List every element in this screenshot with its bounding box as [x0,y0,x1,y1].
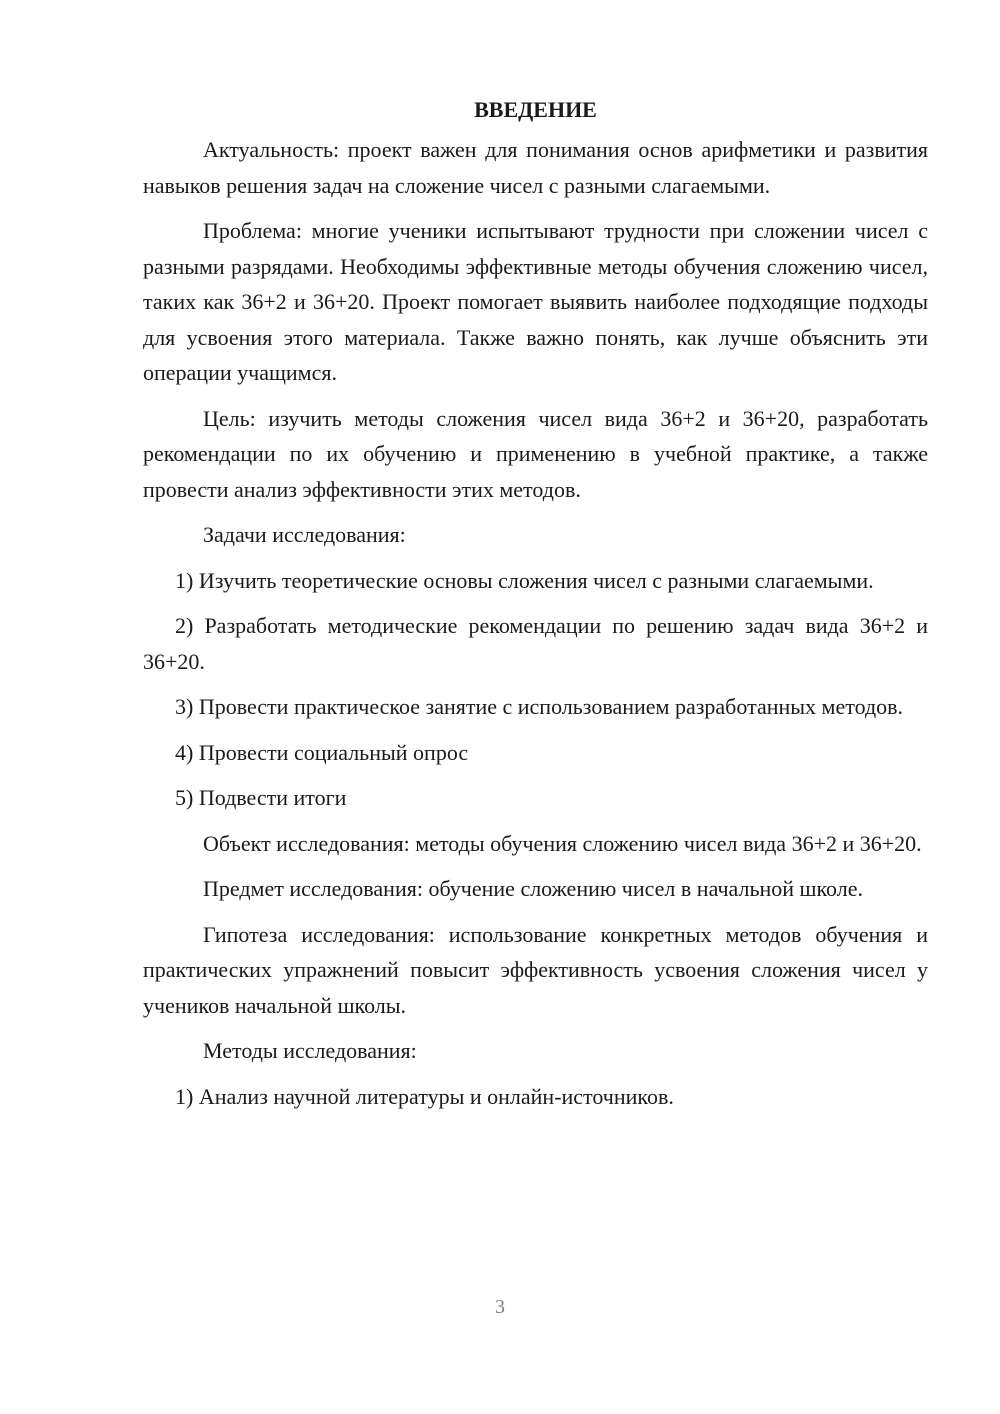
paragraph-subject: Предмет исследования: обучение сложению чисел в начальной школе. [203,876,863,901]
list-item-task-1: 1) Изучить теоретические основы сложения чисел с разными слагаемыми. [175,567,874,593]
paragraph-methods-heading: Методы исследования: [203,1038,417,1063]
list-item-task-5: 5) Подвести итоги [175,785,347,810]
page-number: 3 [495,1296,505,1318]
paragraph-hypothesis: Гипотеза исследования: использование конкретных методов обучения и практических упражнений повысит эффективность усвоения сложения чисел у учеников начальной школы. [143,921,928,1018]
paragraph-problem: Проблема: многие ученики испытывают трудности при сложении чисел с разными разрядами. Необходимы эффективные методы обучения сложению чисел, таких как 36+2 и 36+20. Проект помогает выявить наиболее подходящие подходы для усвоения этого материала. Также важно понять, как лучше объяснить эти операции учащимся. [143,218,928,385]
section-title: ВВЕДЕНИЕ [474,97,597,122]
paragraph-goal: Цель: изучить методы сложения чисел вида 36+2 и 36+20, разработать рекомендации по их обучению и применению в учебной практике, а также провести анализ эффективности этих методов. [143,405,928,502]
paragraph-tasks-heading: Задачи исследования: [203,522,406,547]
paragraph-object: Объект исследования: методы обучения сложению чисел вида 36+2 и 36+20. [203,830,922,856]
list-item-task-2: 2) Разработать методические рекомендации по решению задач вида 36+2 и 36+20. [143,613,928,674]
list-item-task-4: 4) Провести социальный опрос [175,739,469,765]
list-item-method-1: 1) Анализ научной литературы и онлайн-источников. [175,1083,674,1109]
list-item-task-3: 3) Провести практическое занятие с использованием разработанных методов. [175,694,904,719]
paragraph-relevance: Актуальность: проект важен для понимания основ арифметики и развития навыков решения задач на сложение чисел с разными слагаемыми. [143,137,928,198]
document-page [143,92,928,1124]
